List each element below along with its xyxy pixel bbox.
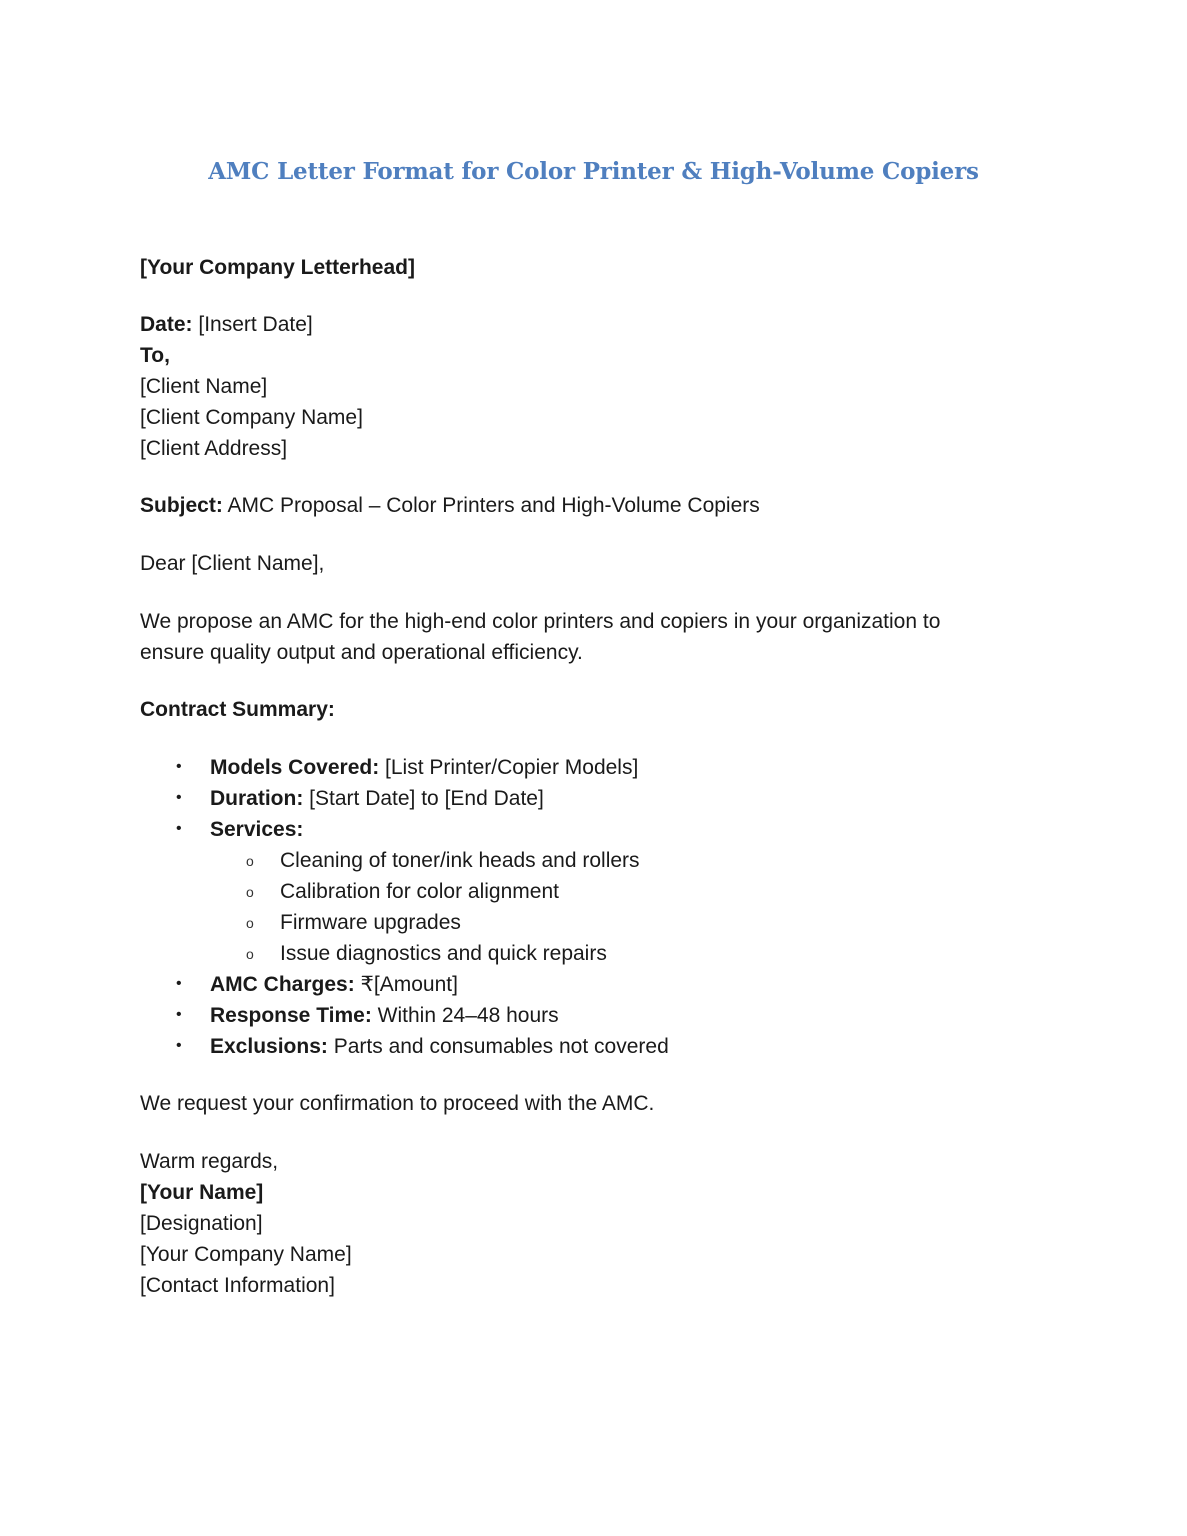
subject-line: Subject: AMC Proposal – Color Printers and High-Volume Copiers [140, 494, 760, 517]
signature-contact: [Contact Information] [140, 1274, 335, 1297]
closing: Warm regards, [140, 1150, 279, 1173]
sub-bullet-icon: o [246, 853, 254, 869]
signature-company: [Your Company Name] [140, 1243, 352, 1266]
sub-bullet-icon: o [246, 884, 254, 900]
recipient-company: [Client Company Name] [140, 406, 363, 429]
service-item: Issue diagnostics and quick repairs [280, 942, 607, 965]
bullet-icon: • [176, 789, 182, 806]
service-item: Calibration for color alignment [280, 880, 559, 903]
list-item-exclusions: Exclusions: Parts and consumables not covered [210, 1035, 669, 1058]
recipient-address: [Client Address] [140, 437, 288, 460]
service-item: Firmware upgrades [280, 911, 461, 934]
to-label: To, [140, 344, 170, 367]
document-title: AMC Letter Format for Color Printer & High-Volume Copiers [208, 158, 979, 185]
bullet-icon: • [176, 758, 182, 775]
bullet-icon: • [176, 1037, 182, 1054]
service-item: Cleaning of toner/ink heads and rollers [280, 849, 640, 872]
signature-designation: [Designation] [140, 1212, 263, 1235]
letterhead: [Your Company Letterhead] [140, 256, 415, 279]
sub-bullet-icon: o [246, 946, 254, 962]
bullet-icon: • [176, 1006, 182, 1023]
date-line: Date: [Insert Date] [140, 313, 313, 336]
salutation: Dear [Client Name], [140, 552, 325, 575]
signature-name: [Your Name] [140, 1181, 264, 1204]
sub-bullet-icon: o [246, 915, 254, 931]
list-item-services: Services: [210, 818, 304, 841]
list-item-charges: AMC Charges: ₹[Amount] [210, 973, 458, 996]
list-item-duration: Duration: [Start Date] to [End Date] [210, 787, 544, 810]
body-line-2: ensure quality output and operational efficiency. [140, 641, 583, 664]
bullet-icon: • [176, 975, 182, 992]
list-item-response: Response Time: Within 24–48 hours [210, 1004, 559, 1027]
list-item-models: Models Covered: [List Printer/Copier Models] [210, 756, 639, 779]
body-line-1: We propose an AMC for the high-end color printers and copiers in your organization to [140, 610, 941, 633]
bullet-icon: • [176, 820, 182, 837]
recipient-name: [Client Name] [140, 375, 268, 398]
closing-request: We request your confirmation to proceed with the AMC. [140, 1092, 655, 1115]
summary-heading: Contract Summary: [140, 698, 335, 721]
